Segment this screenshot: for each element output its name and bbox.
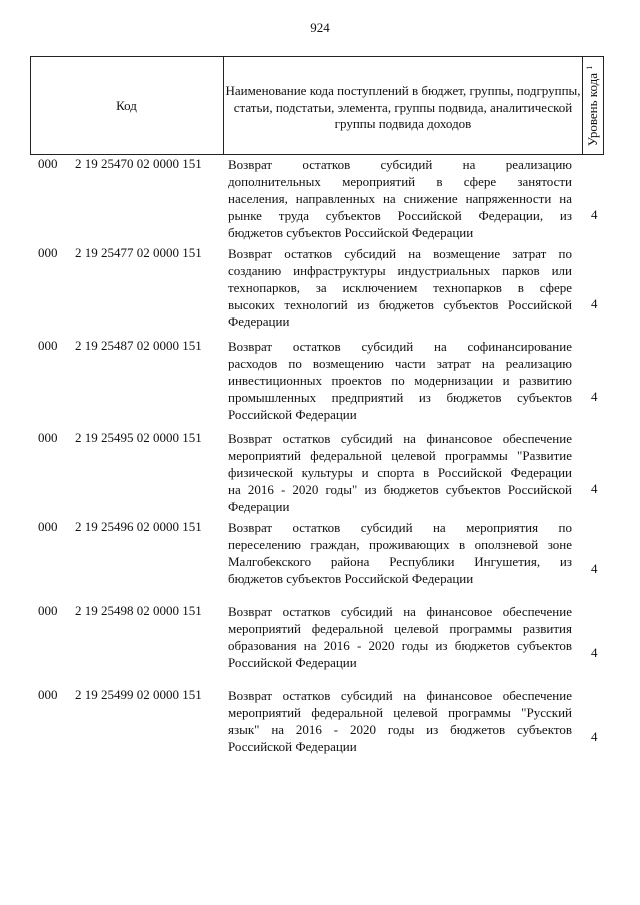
- header-level-label: Уровень кода: [585, 72, 601, 146]
- admin-code: 000: [38, 338, 58, 353]
- admin-code: 000: [38, 519, 58, 534]
- revenue-name-line: Российской Федерации: [228, 739, 357, 754]
- revenue-name: [228, 430, 572, 515]
- revenue-name-line: Возврат остатков субсидий на реализацию: [228, 157, 572, 172]
- revenue-code: 2 19 25495 02 0000 151: [75, 430, 202, 445]
- header-code: Код: [116, 97, 137, 113]
- revenue-name-line: дополнительных мероприятий в сфере занятости: [228, 174, 572, 189]
- revenue-name-line: бюджетов субъектов Российской Федерации: [228, 571, 474, 586]
- revenue-name-line: Малгобекского района Республики Ингушетия, из: [228, 554, 572, 569]
- revenue-name-line: рынке труда субъектов Российской Федерации, из: [228, 208, 572, 223]
- revenue-name-line: на 2016 - 2020 годы" из бюджетов субъектов Российской: [228, 482, 572, 497]
- revenue-name-line: Возврат остатков субсидий на мероприятия по: [228, 520, 572, 535]
- header-level-footnote: 1: [584, 65, 594, 70]
- code-level: 4: [591, 296, 598, 311]
- header-divider: [603, 57, 604, 154]
- revenue-code: 2 19 25487 02 0000 151: [75, 338, 202, 353]
- revenue-name-line: Возврат остатков субсидий на финансовое обеспечение: [228, 604, 572, 619]
- revenue-name: [228, 338, 572, 423]
- revenue-name-line: высоких технологий из бюджетов субъектов Российской: [228, 297, 572, 312]
- admin-code: 000: [38, 603, 58, 618]
- revenue-code: 2 19 25499 02 0000 151: [75, 687, 202, 702]
- admin-code: 000: [38, 430, 58, 445]
- admin-code: 000: [38, 156, 58, 171]
- revenue-name-line: бюджетов субъектов Российской Федерации: [228, 225, 474, 240]
- revenue-name: [228, 156, 572, 241]
- code-level: 4: [591, 481, 598, 496]
- revenue-code: 2 19 25498 02 0000 151: [75, 603, 202, 618]
- revenue-name-line: физической культуры и спорта в Российской Федерации: [228, 465, 572, 480]
- revenue-name-line: образования на 2016 - 2020 годы из бюджетов субъектов: [228, 638, 572, 653]
- revenue-name: [228, 245, 572, 330]
- code-level: 4: [591, 561, 598, 576]
- page-number: 924: [310, 20, 330, 35]
- revenue-code: 2 19 25496 02 0000 151: [75, 519, 202, 534]
- revenue-name-line: инвестиционных проектов по модернизации и развитию: [228, 373, 572, 388]
- code-level: 4: [591, 207, 598, 222]
- revenue-code: 2 19 25477 02 0000 151: [75, 245, 202, 260]
- revenue-name-line: расходов по возмещению части затрат на реализацию: [228, 356, 572, 371]
- revenue-name-line: Федерации: [228, 314, 290, 329]
- revenue-name-line: Федерации: [228, 499, 290, 514]
- revenue-name-line: Российской Федерации: [228, 655, 357, 670]
- revenue-name-line: населения, направленных на снижение напряженности на: [228, 191, 572, 206]
- revenue-name-line: Возврат остатков субсидий на софинансирование: [228, 339, 572, 354]
- revenue-name: [228, 687, 572, 755]
- revenue-name-line: мероприятий федеральной целевой программы развития: [228, 621, 572, 636]
- admin-code: 000: [38, 687, 58, 702]
- revenue-name-line: созданию инфраструктуры индустриальных парков или: [228, 263, 572, 278]
- header-name: Наименование кода поступлений в бюджет, группы, подгруппы, статьи, подстатьи, элемента, группы подвида, аналитической группы подвида доходов: [225, 83, 581, 131]
- revenue-name-line: технопарков, за исключением технопарков в сфере: [228, 280, 572, 295]
- revenue-name-line: промышленных предприятий из бюджетов субъектов: [228, 390, 572, 405]
- code-level: 4: [591, 645, 598, 660]
- revenue-name-line: Возврат остатков субсидий на возмещение затрат по: [228, 246, 572, 261]
- code-level: 4: [591, 389, 598, 404]
- revenue-name: [228, 603, 572, 671]
- revenue-name-line: мероприятий федеральной целевой программы "Русский: [228, 705, 572, 720]
- code-level: 4: [591, 729, 598, 744]
- admin-code: 000: [38, 245, 58, 260]
- revenue-name-line: язык" на 2016 - 2020 годы из бюджетов субъектов: [228, 722, 572, 737]
- revenue-name-line: Возврат остатков субсидий на финансовое обеспечение: [228, 688, 572, 703]
- header-level: [583, 57, 603, 154]
- revenue-name-line: переселению граждан, проживающих в оползневой зоне: [228, 537, 572, 552]
- revenue-name-line: Российской Федерации: [228, 407, 357, 422]
- revenue-code: 2 19 25470 02 0000 151: [75, 156, 202, 171]
- revenue-name-line: Возврат остатков субсидий на финансовое обеспечение: [228, 431, 572, 446]
- revenue-name-line: мероприятий федеральной целевой программы "Развитие: [228, 448, 572, 463]
- revenue-name: [228, 519, 572, 587]
- table-header: [30, 56, 604, 155]
